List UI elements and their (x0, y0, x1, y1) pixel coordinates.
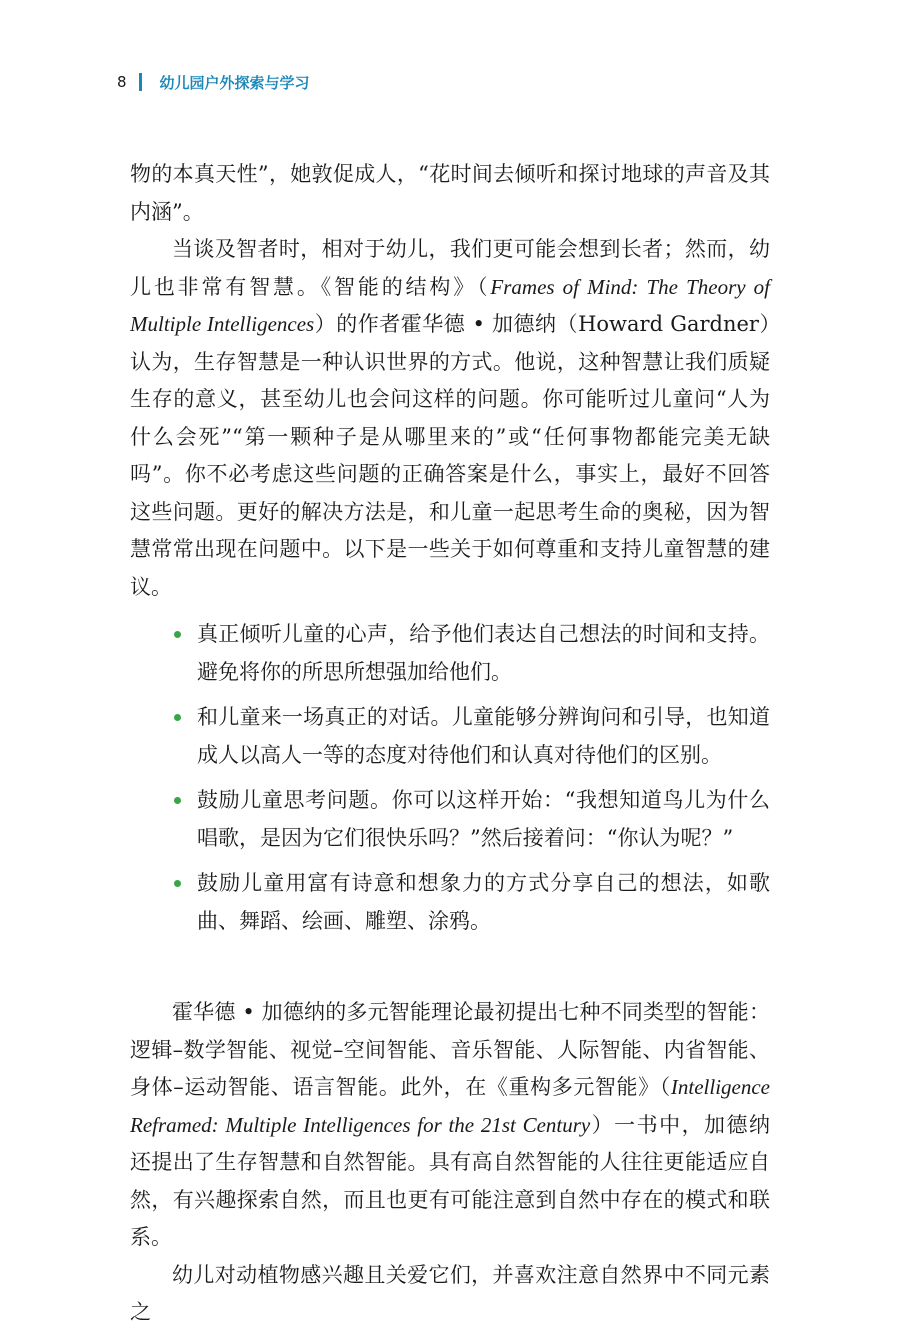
paragraph-3-text-a: 霍华德 • 加德纳的多元智能理论最初提出七种不同类型的智能：逻辑–数学智能、视觉–空间智能、音乐智能、人际智能、内省智能、身体–运动智能、语言智能。此外，在《重构多元智能》（ (130, 1000, 770, 1099)
list-item (130, 865, 770, 940)
paragraph-4 (130, 1257, 770, 1332)
running-header (117, 70, 310, 94)
list-item (130, 699, 770, 774)
paragraph-1-text: 物的本真天性”，她敦促成人，“花时间去倾听和探讨地球的声音及其内涵”。 (130, 162, 770, 224)
bullet-dot-icon (174, 631, 181, 638)
list-item (130, 616, 770, 691)
book-title: 幼儿园户外探索与学习 (159, 73, 310, 92)
list-item-text: 和儿童来一场真正的对话。儿童能够分辨询问和引导，也知道成人以高人一等的态度对待他们和认真对待他们的区别。 (197, 705, 770, 767)
suggestion-list (130, 616, 770, 940)
bullet-dot-icon (174, 797, 181, 804)
paragraph-3 (130, 994, 770, 1257)
list-item (130, 782, 770, 857)
list-item-text: 鼓励儿童思考问题。你可以这样开始：“我想知道鸟儿为什么唱歌，是因为它们很快乐吗？”然后接着问：“你认为呢？” (197, 788, 770, 850)
paragraph-2-text-a: 当谈及智者时，相对于幼儿，我们更可能会想到长者；然而，幼儿也非常有智慧。《智能的结构》（ (130, 237, 770, 299)
paragraph-4-text: 幼儿对动植物感兴趣且关爱它们，并喜欢注意自然界中不同元素之 (130, 1262, 770, 1324)
list-item-text: 真正倾听儿童的心声，给予他们表达自己想法的时间和支持。避免将你的所思所想强加给他们。 (197, 622, 770, 684)
paragraph-2 (130, 231, 770, 606)
list-item-text: 鼓励儿童用富有诗意和想象力的方式分享自己的想法，如歌曲、舞蹈、绘画、雕塑、涂鸦。 (197, 871, 770, 933)
book-title-frames-of-mind: Frames of Mind: The Theory of Multiple Intelligences (130, 274, 770, 336)
paragraph-1 (130, 156, 770, 231)
bullet-dot-icon (174, 880, 181, 887)
page-number: 8 (117, 73, 127, 91)
header-separator (139, 73, 142, 91)
paragraph-3-text-b: ）一书中，加德纳还提出了生存智慧和自然智能。具有高自然智能的人往往更能适应自然，有兴趣探索自然，而且也更有可能注意到自然中存在的模式和联系。 (130, 1112, 771, 1249)
page-body (130, 156, 770, 1332)
bullet-dot-icon (174, 714, 181, 721)
section-gap (130, 948, 770, 994)
paragraph-2-text-b: ）的作者霍华德 • 加德纳（Howard Gardner）认为，生存智慧是一种认识世界的方式。他说，这种智慧让我们质疑生存的意义，甚至幼儿也会问这样的问题。你可能听过儿童问“人为什么会死”“第一颗种子是从哪里来的”或“任何事物都能完美无缺吗”。你不必考虑这些问题的正确答案是什么，事实上，最好不回答这些问题。更好的解决方法是，和儿童一起思考生命的奥秘，因为智慧常常出现在问题中。以下是一些关于如何尊重和支持儿童智慧的建议。 (130, 312, 770, 599)
book-title-intelligence-reframed: Intelligence Reframed: Multiple Intelligences for the 21st Century (130, 1075, 770, 1137)
